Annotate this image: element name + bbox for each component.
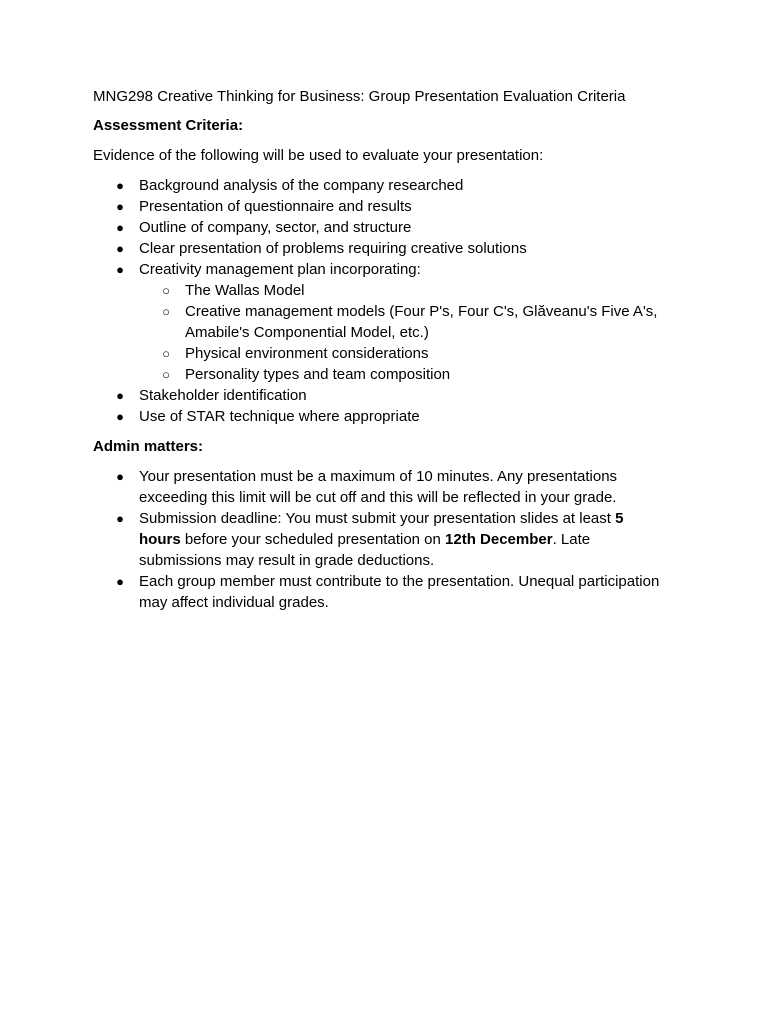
hollow-bullet-icon: ○ (162, 346, 170, 361)
list-item (93, 466, 708, 508)
sublist-item-text: Personality types and team composition (185, 366, 451, 383)
hollow-bullet-icon: ○ (162, 283, 170, 298)
bullet-icon: ● (116, 469, 124, 484)
deadline-text-part: Submission deadline: You must submit your presentation slides at least (139, 510, 616, 527)
list-item (93, 175, 708, 196)
bullet-icon: ● (116, 388, 124, 403)
list-item-text: Creativity management plan incorporating: (139, 261, 421, 278)
list-item (93, 385, 708, 406)
deadline-text-part: . Late submissions may result in grade deductions. (139, 531, 591, 569)
list-item (93, 571, 708, 613)
assessment-criteria-heading: Assessment Criteria: (93, 117, 244, 134)
sublist-item-text: Creative management models (Four P's, Four C's, Glăveanu's Five A's, Amabile's Componential Model, etc.) (185, 303, 658, 341)
list-item-text: Stakeholder identification (139, 387, 307, 404)
hollow-bullet-icon: ○ (162, 304, 170, 319)
bullet-icon: ● (116, 199, 124, 214)
sublist-item (139, 301, 708, 343)
list-item-text: Clear presentation of problems requiring creative solutions (139, 240, 527, 257)
deadline-hours: 5 hours (139, 510, 624, 548)
creativity-plan-sublist (139, 280, 708, 385)
document-title: MNG298 Creative Thinking for Business: Group Presentation Evaluation Criteria (93, 88, 626, 105)
list-item (93, 238, 708, 259)
participation-text: Each group member must contribute to the presentation. Unequal participation may affect individual grades. (139, 573, 660, 611)
deadline-date: 12th December (445, 531, 553, 548)
bullet-icon: ● (116, 409, 124, 424)
admin-matters-list (93, 466, 708, 613)
list-item-text: Use of STAR technique where appropriate (139, 408, 420, 425)
list-item (93, 406, 708, 427)
assessment-criteria-list (93, 175, 708, 427)
hollow-bullet-icon: ○ (162, 367, 170, 382)
sublist-item-text: Physical environment considerations (185, 345, 429, 362)
sublist-item-text: The Wallas Model (185, 282, 305, 299)
admin-matters-heading: Admin matters: (93, 438, 204, 455)
bullet-icon: ● (116, 220, 124, 235)
deadline-text-part: before your scheduled presentation on (180, 531, 446, 548)
list-item-text: Presentation of questionnaire and results (139, 198, 412, 215)
list-item (93, 259, 708, 385)
time-limit-text: Your presentation must be a maximum of 10 minutes. Any presentations exceeding this limit will be cut off and this will be reflected in your grade. (139, 468, 618, 506)
assessment-intro: Evidence of the following will be used to evaluate your presentation: (93, 147, 544, 164)
list-item (93, 196, 708, 217)
list-item-text: Outline of company, sector, and structure (139, 219, 412, 236)
list-item (93, 217, 708, 238)
list-item (93, 508, 708, 571)
sublist-item (139, 280, 708, 301)
sublist-item (139, 343, 708, 364)
bullet-icon: ● (116, 262, 124, 277)
bullet-icon: ● (116, 511, 124, 526)
bullet-icon: ● (116, 178, 124, 193)
bullet-icon: ● (116, 574, 124, 589)
bullet-icon: ● (116, 241, 124, 256)
list-item-text: Background analysis of the company researched (139, 177, 464, 194)
sublist-item (139, 364, 708, 385)
